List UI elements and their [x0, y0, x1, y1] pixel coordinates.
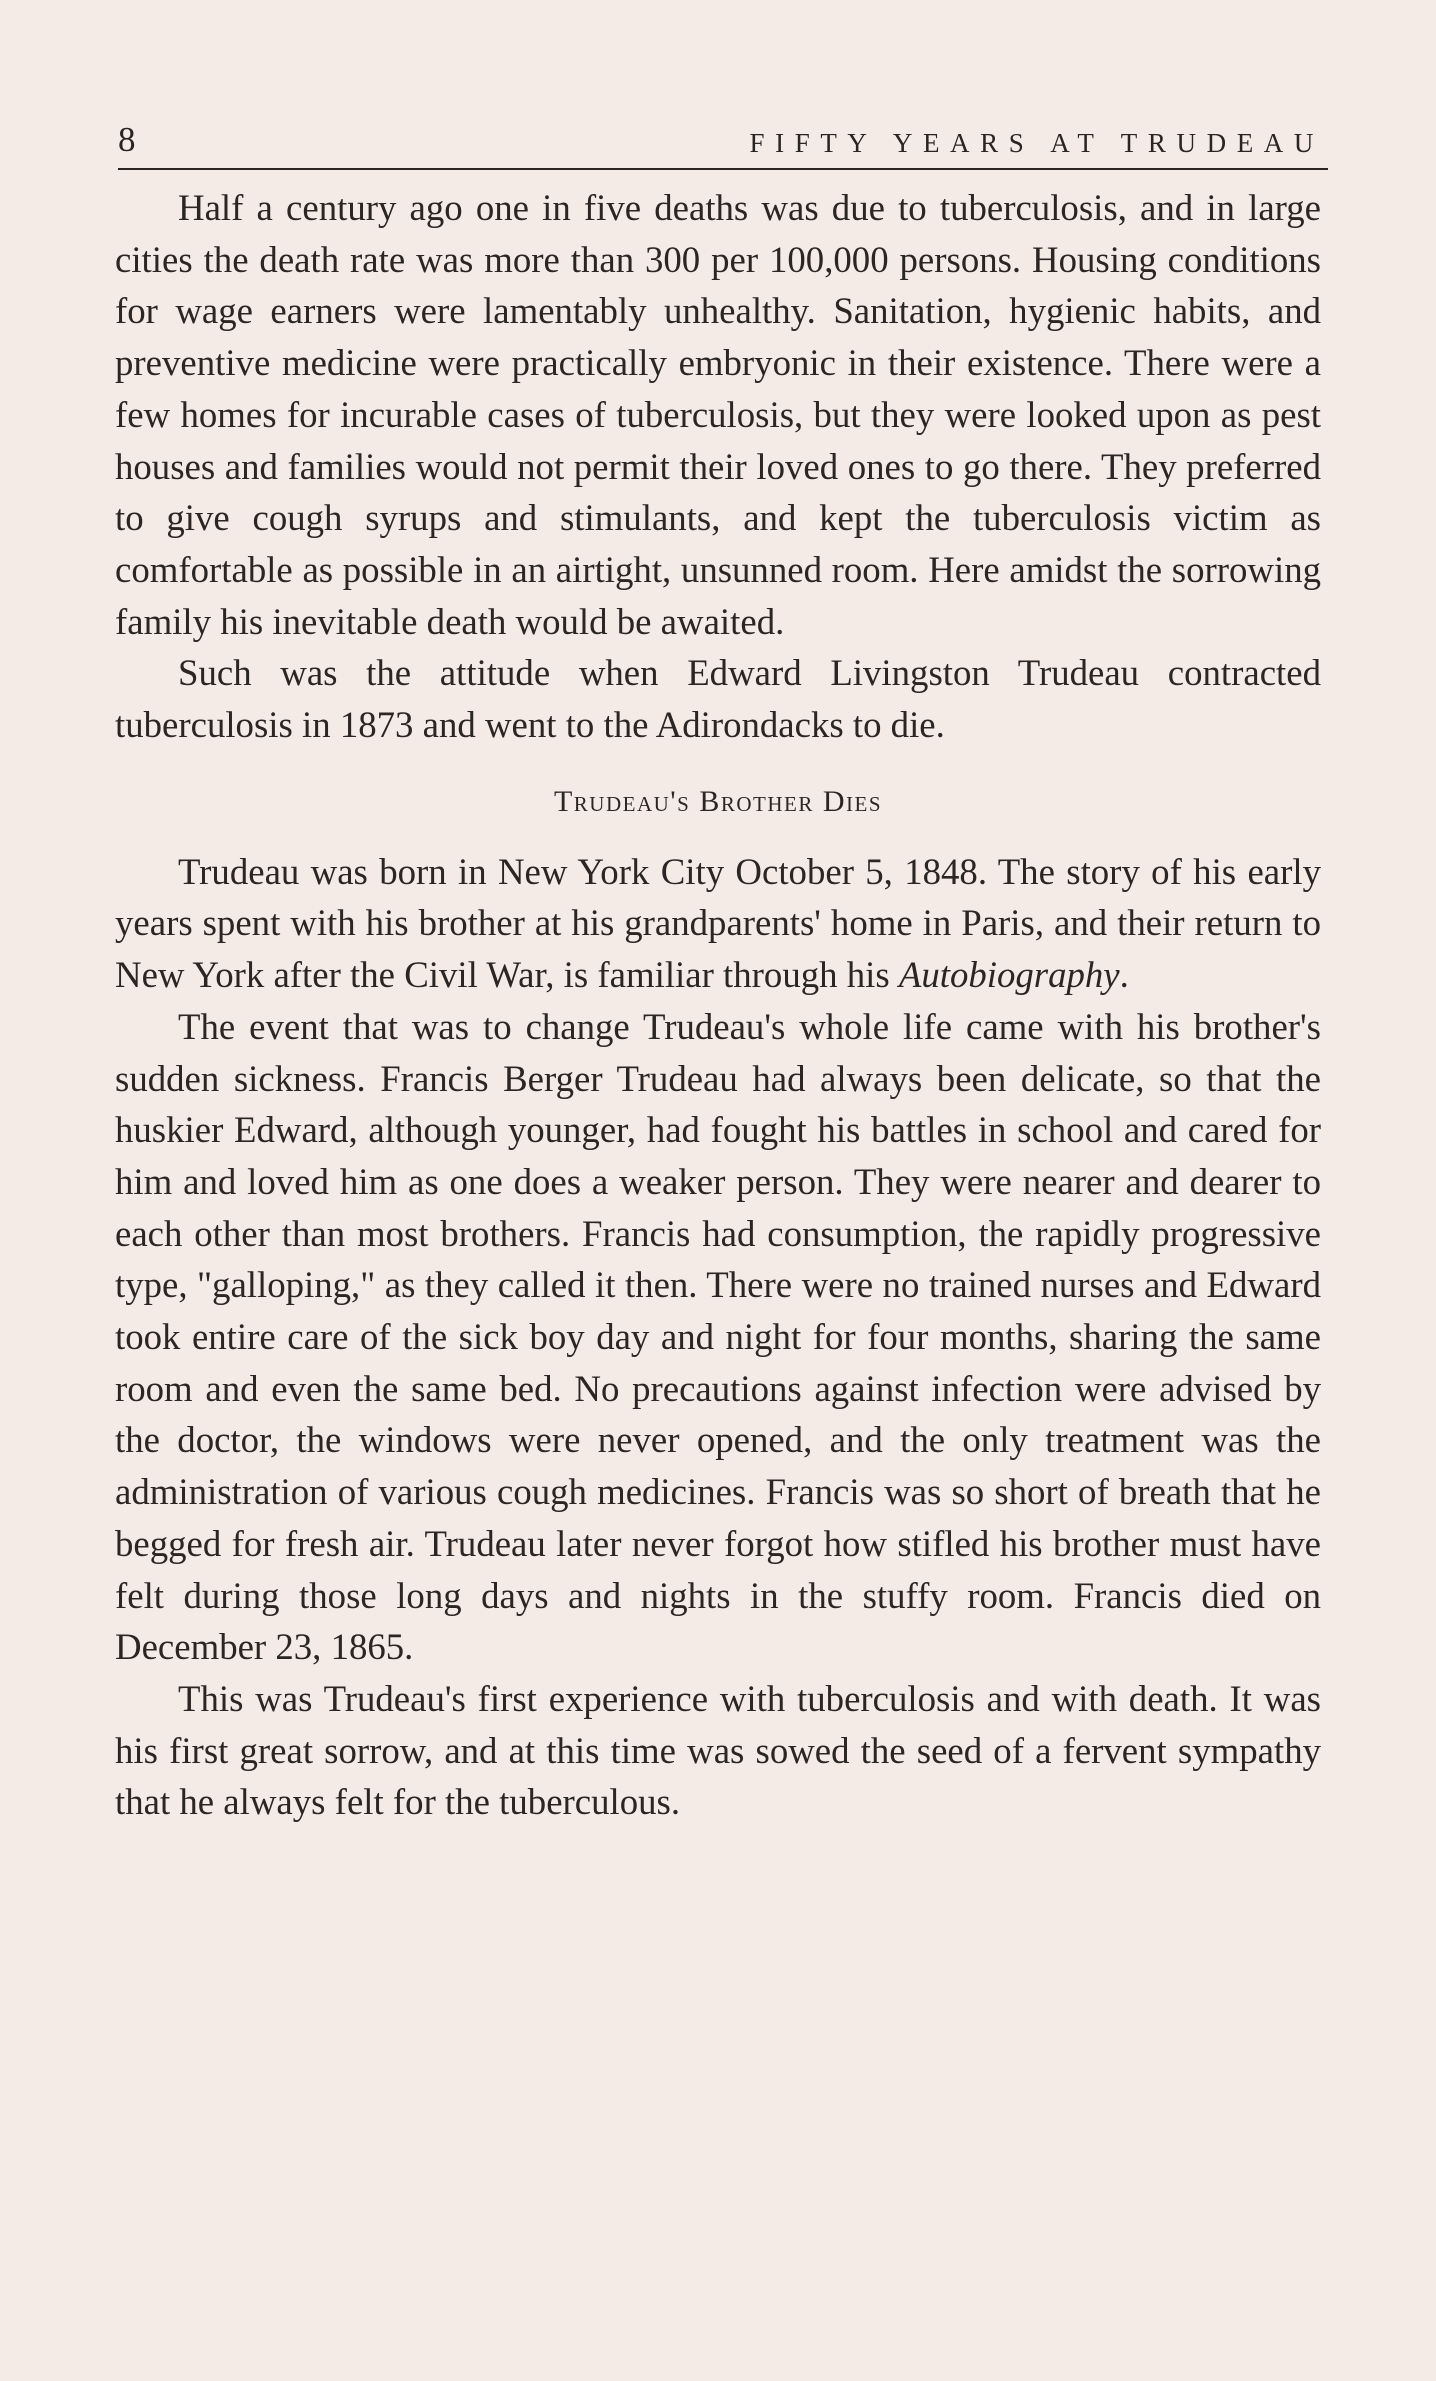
- section-heading: Trudeau's Brother Dies: [553, 784, 883, 818]
- running-title: FIFTY YEARS AT TRUDEAU: [749, 128, 1324, 158]
- paragraph-intro-2: Such was the attitude when Edward Livingston Trudeau contracted tuberculosis in 1873 and went to the Adirondacks to die.: [115, 652, 1321, 746]
- paragraph-brother-1-text: Trudeau was born in New York City October 5, 1848. The story of his early years spent with his brother at his grandparents' home in Paris, and their return to New York after the Civil War, is familiar through his: [115, 850, 1321, 996]
- paragraph-brother-1-end: .: [1119, 954, 1129, 996]
- paragraph-brother-2: The event that was to change Trudeau's whole life came with his brother's sudden sickness. Francis Berger Trudeau had always been delicate, so that the huskier Edward, although younger, had fought his battles in school and cared for him and loved him as one does a weaker person. They were nearer and dearer to each other than most brothers. Francis had consumption, the rapidly progressive type, "galloping," as they called it then. There were no trained nurses and Edward took entire care of the sick boy day and night for four months, sharing the same room and even the same bed. No precautions against infection were advised by the doctor, the windows were never opened, and the only treatment was the administration of various cough medicines. Francis was so short of breath that he begged for fresh air. Trudeau later never forgot how stifled his brother must have felt during those long days and nights in the stuffy room. Francis died on December 23, 1865.: [115, 1005, 1321, 1668]
- running-header: [118, 118, 1328, 170]
- page-body: [115, 182, 1321, 1828]
- paragraph-intro-1: Half a century ago one in five deaths was due to tuberculosis, and in large cities the death rate was more than 300 per 100,000 persons. Housing conditions for wage earners were lamentably unhealthy. Sanitation, hygienic habits, and preventive medicine were practically embryonic in their existence. There were a few homes for incurable cases of tuberculosis, but they were looked upon as pest houses and families would not permit their loved ones to go there. They preferred to give cough syrups and stimulants, and kept the tuberculosis victim as comfortable as possible in an airtight, unsunned room. Here amidst the sorrowing family his inevitable death would be awaited.: [115, 187, 1321, 642]
- page-number: 8: [118, 120, 136, 159]
- autobiography-title: Autobiography: [898, 954, 1120, 996]
- paragraph-brother-1: [115, 846, 1321, 1001]
- paragraph-brother-3: This was Trudeau's first experience with tuberculosis and with death. It was his first great sorrow, and at this time was sowed the seed of a fervent sympathy that he always felt for the tuberculous.: [115, 1677, 1321, 1823]
